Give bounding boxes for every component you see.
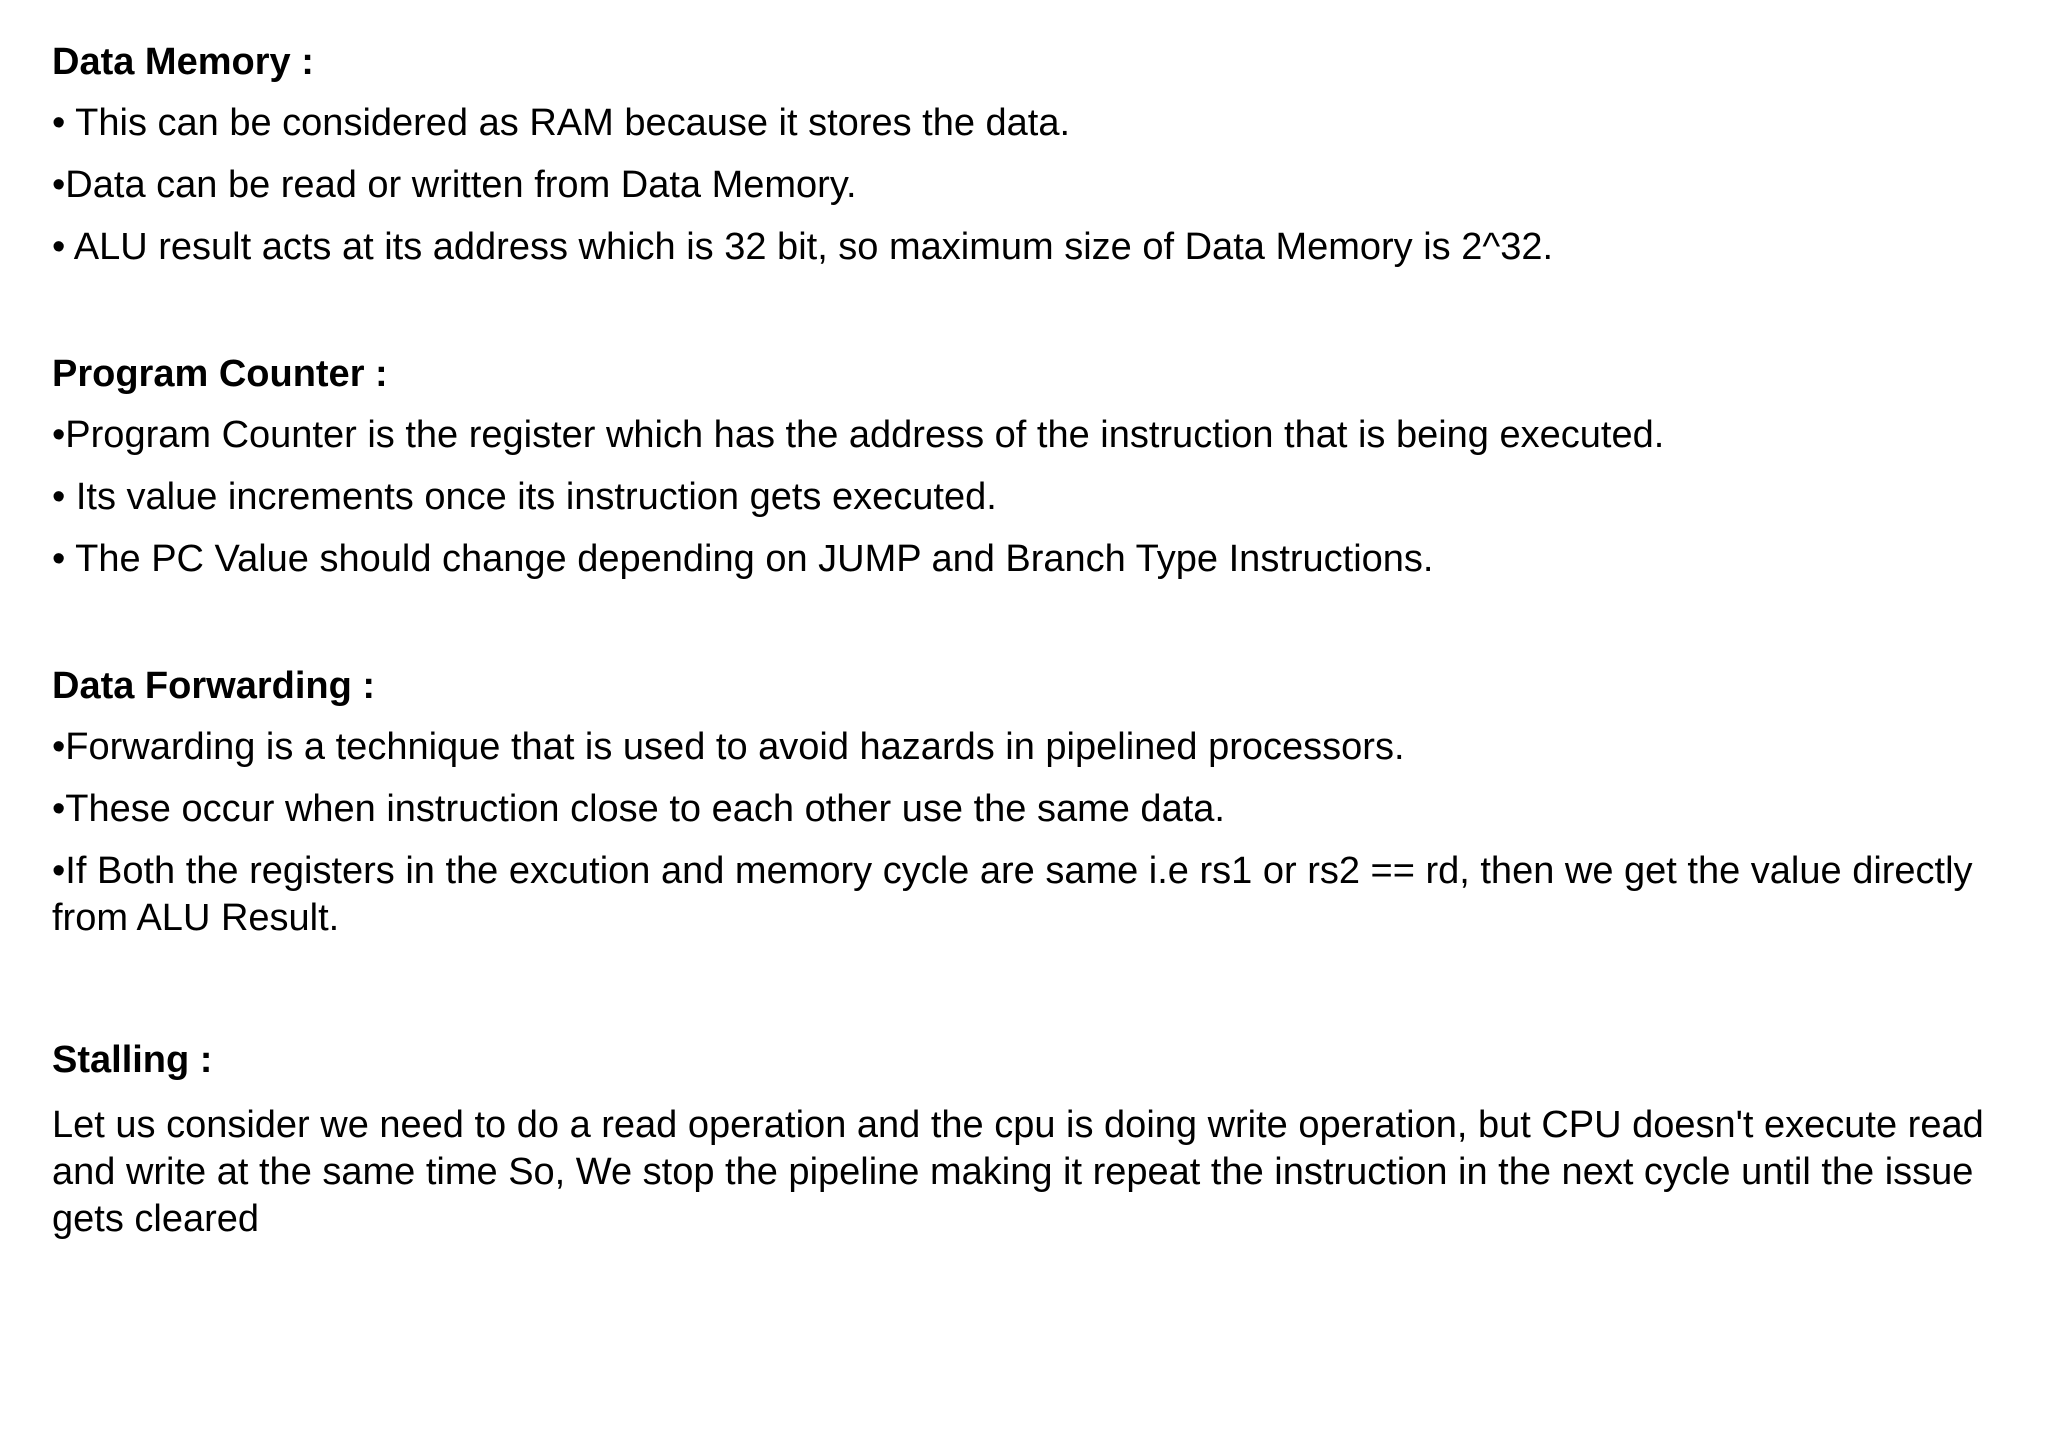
bullet-line: • ALU result acts at its address which is 32 bit, so maximum size of Data Memory is 2^32. [52,226,1554,268]
section-heading-data-forwarding: Data Forwarding : [52,665,376,707]
bullet-paragraph: •If Both the registers in the excution and memory cycle are same i.e rs1 or rs2 == rd, then we get the value directly from ALU Result. [52,850,1973,939]
bullet-line: • Its value increments once its instruction gets executed. [52,476,997,518]
bullet-line: • The PC Value should change depending on JUMP and Branch Type Instructions. [52,538,1434,580]
bullet-line: •These occur when instruction close to each other use the same data. [52,788,1225,830]
bullet-line: •Program Counter is the register which has the address of the instruction that is being executed. [52,414,1665,456]
bullet-line: • This can be considered as RAM because it stores the data. [52,102,1071,144]
section-heading-data-memory: Data Memory : [52,41,314,83]
bullet-line: •Data can be read or written from Data Memory. [52,164,857,206]
bullet-line: •Forwarding is a technique that is used to avoid hazards in pipelined processors. [52,726,1405,768]
body-paragraph: Let us consider we need to do a read operation and the cpu is doing write operation, but CPU doesn't execute read and write at the same time So, We stop the pipeline making it repeat the instruction in the next cycle until the issue gets cleared [52,1104,1984,1240]
section-heading-stalling: Stalling : [52,1039,213,1081]
section-heading-program-counter: Program Counter : [52,353,388,395]
